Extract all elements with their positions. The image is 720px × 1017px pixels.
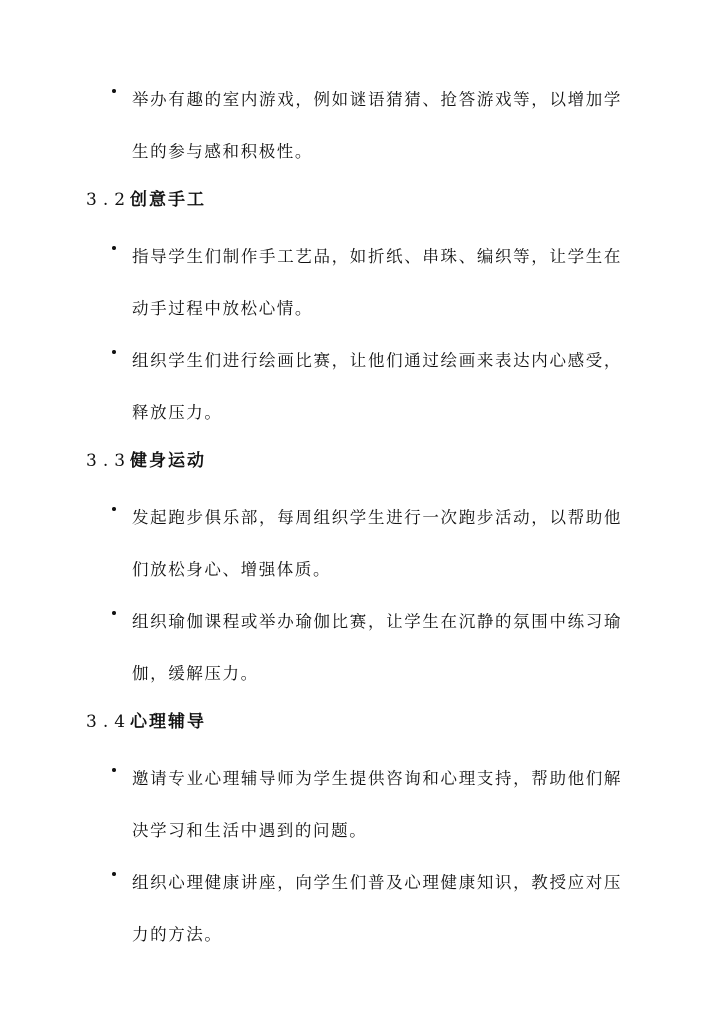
bullet-item-running-club bbox=[112, 492, 622, 596]
section-title: 心理辅导 bbox=[130, 712, 206, 732]
bullet-text: 举办有趣的室内游戏，例如谜语猜猜、抢答游戏等，以增加学生的参与感和积极性。 bbox=[132, 90, 622, 161]
bullet-icon bbox=[112, 350, 116, 354]
bullet-text: 组织瑜伽课程或举办瑜伽比赛，让学生在沉静的氛围中练习瑜伽，缓解压力。 bbox=[132, 612, 622, 683]
section-number: 3.2 bbox=[86, 190, 132, 210]
section-title: 创意手工 bbox=[130, 190, 206, 210]
bullet-icon bbox=[112, 611, 116, 615]
bullet-item-handicraft bbox=[112, 231, 622, 335]
bullet-icon bbox=[112, 246, 116, 250]
bullet-icon bbox=[112, 89, 116, 93]
bullet-item-counselor bbox=[112, 753, 622, 857]
bullet-text: 发起跑步俱乐部，每周组织学生进行一次跑步活动，以帮助他们放松身心、增强体质。 bbox=[132, 508, 622, 579]
bullet-icon bbox=[112, 872, 116, 876]
bullet-text: 邀请专业心理辅导师为学生提供咨询和心理支持，帮助他们解决学习和生活中遇到的问题。 bbox=[132, 769, 622, 840]
section-title: 健身运动 bbox=[130, 451, 206, 471]
section-number: 3.3 bbox=[86, 451, 132, 471]
section-heading-3-2 bbox=[86, 188, 206, 212]
bullet-icon bbox=[112, 507, 116, 511]
bullet-item-lecture bbox=[112, 857, 622, 961]
bullet-icon bbox=[112, 768, 116, 772]
bullet-item-yoga bbox=[112, 596, 622, 700]
bullet-text: 组织心理健康讲座，向学生们普及心理健康知识，教授应对压力的方法。 bbox=[132, 873, 622, 944]
section-heading-3-3 bbox=[86, 449, 206, 473]
bullet-item-drawing-contest bbox=[112, 335, 622, 439]
bullet-text: 指导学生们制作手工艺品，如折纸、串珠、编织等，让学生在动手过程中放松心情。 bbox=[132, 247, 622, 318]
bullet-item-indoor-games bbox=[112, 74, 622, 178]
section-number: 3.4 bbox=[86, 712, 132, 732]
section-heading-3-4 bbox=[86, 710, 206, 734]
bullet-text: 组织学生们进行绘画比赛，让他们通过绘画来表达内心感受，释放压力。 bbox=[132, 351, 622, 422]
